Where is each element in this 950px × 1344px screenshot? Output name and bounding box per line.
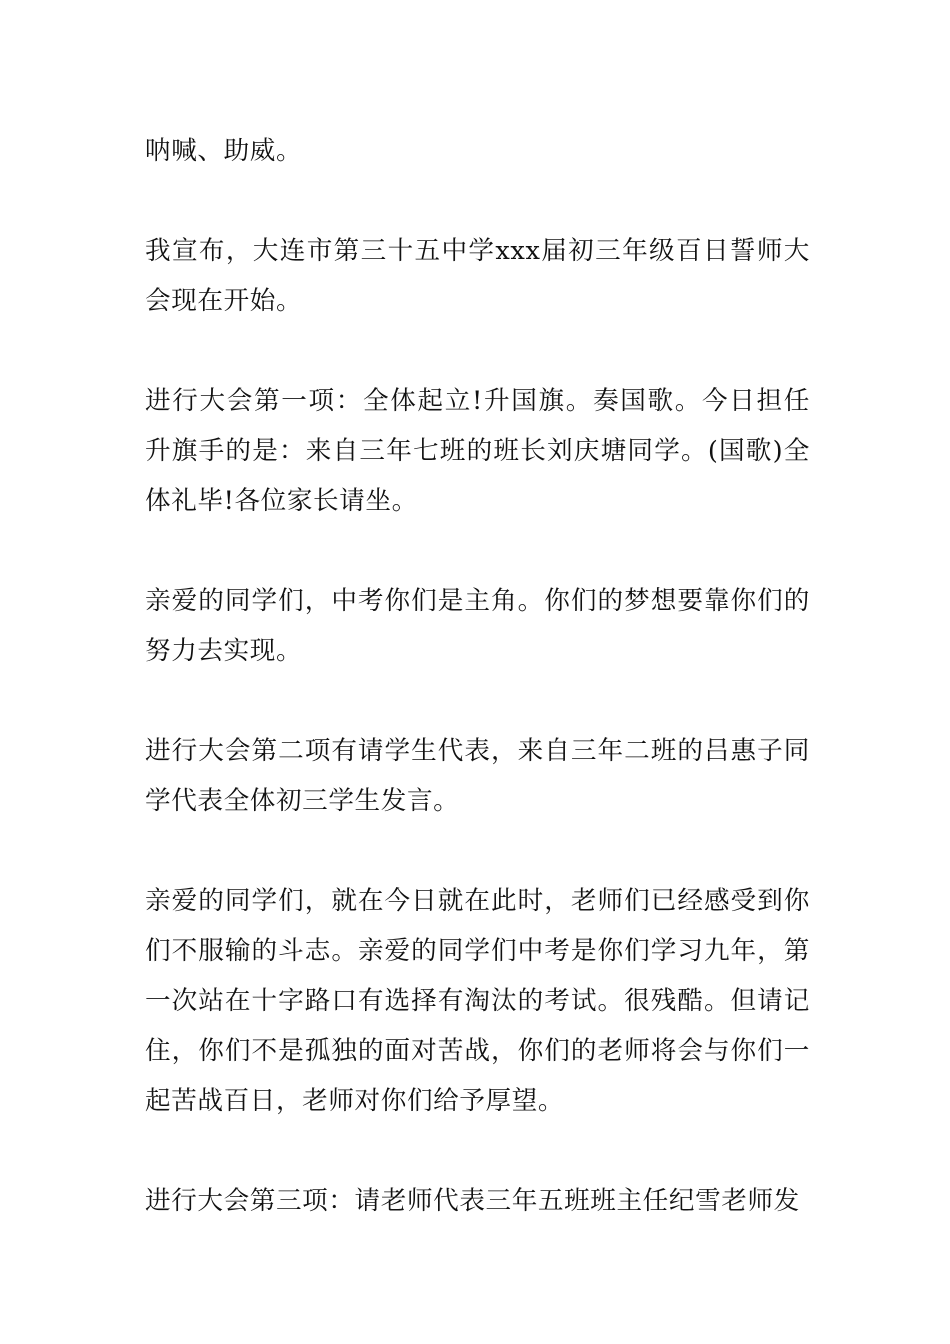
paragraph-students-protagonist: 亲爱的同学们，中考你们是主角。你们的梦想要靠你们的努力去实现。 xyxy=(145,586,810,666)
paragraph-item-three-teacher-speech: 进行大会第三项：请老师代表三年五班班主任纪雪老师发 xyxy=(145,1186,800,1216)
paragraph-cheer: 呐喊、助威。 xyxy=(145,136,303,166)
paragraph-item-one-flag: 进行大会第一项：全体起立!升国旗。奏国歌。今日担任升旗手的是：来自三年七班的班长刘庆塘同学。(国歌)全体礼毕!各位家长请坐。 xyxy=(145,386,810,516)
paragraph-item-two-student-speech: 进行大会第二项有请学生代表，来自三年二班的吕惠子同学代表全体初三学生发言。 xyxy=(145,736,810,816)
paragraph-teachers-message: 亲爱的同学们，就在今日就在此时，老师们已经感受到你们不服输的斗志。亲爱的同学们中考是你们学习九年，第一次站在十字路口有选择有淘汰的考试。很残酷。但请记住，你们不是孤独的面对苦战，你们的老师将会与你们一起苦战百日，老师对你们给予厚望。 xyxy=(145,886,810,1116)
paragraph-opening-announcement: 我宣布，大连市第三十五中学xxx届初三年级百日誓师大会现在开始。 xyxy=(145,236,810,316)
document-body xyxy=(145,126,810,1276)
